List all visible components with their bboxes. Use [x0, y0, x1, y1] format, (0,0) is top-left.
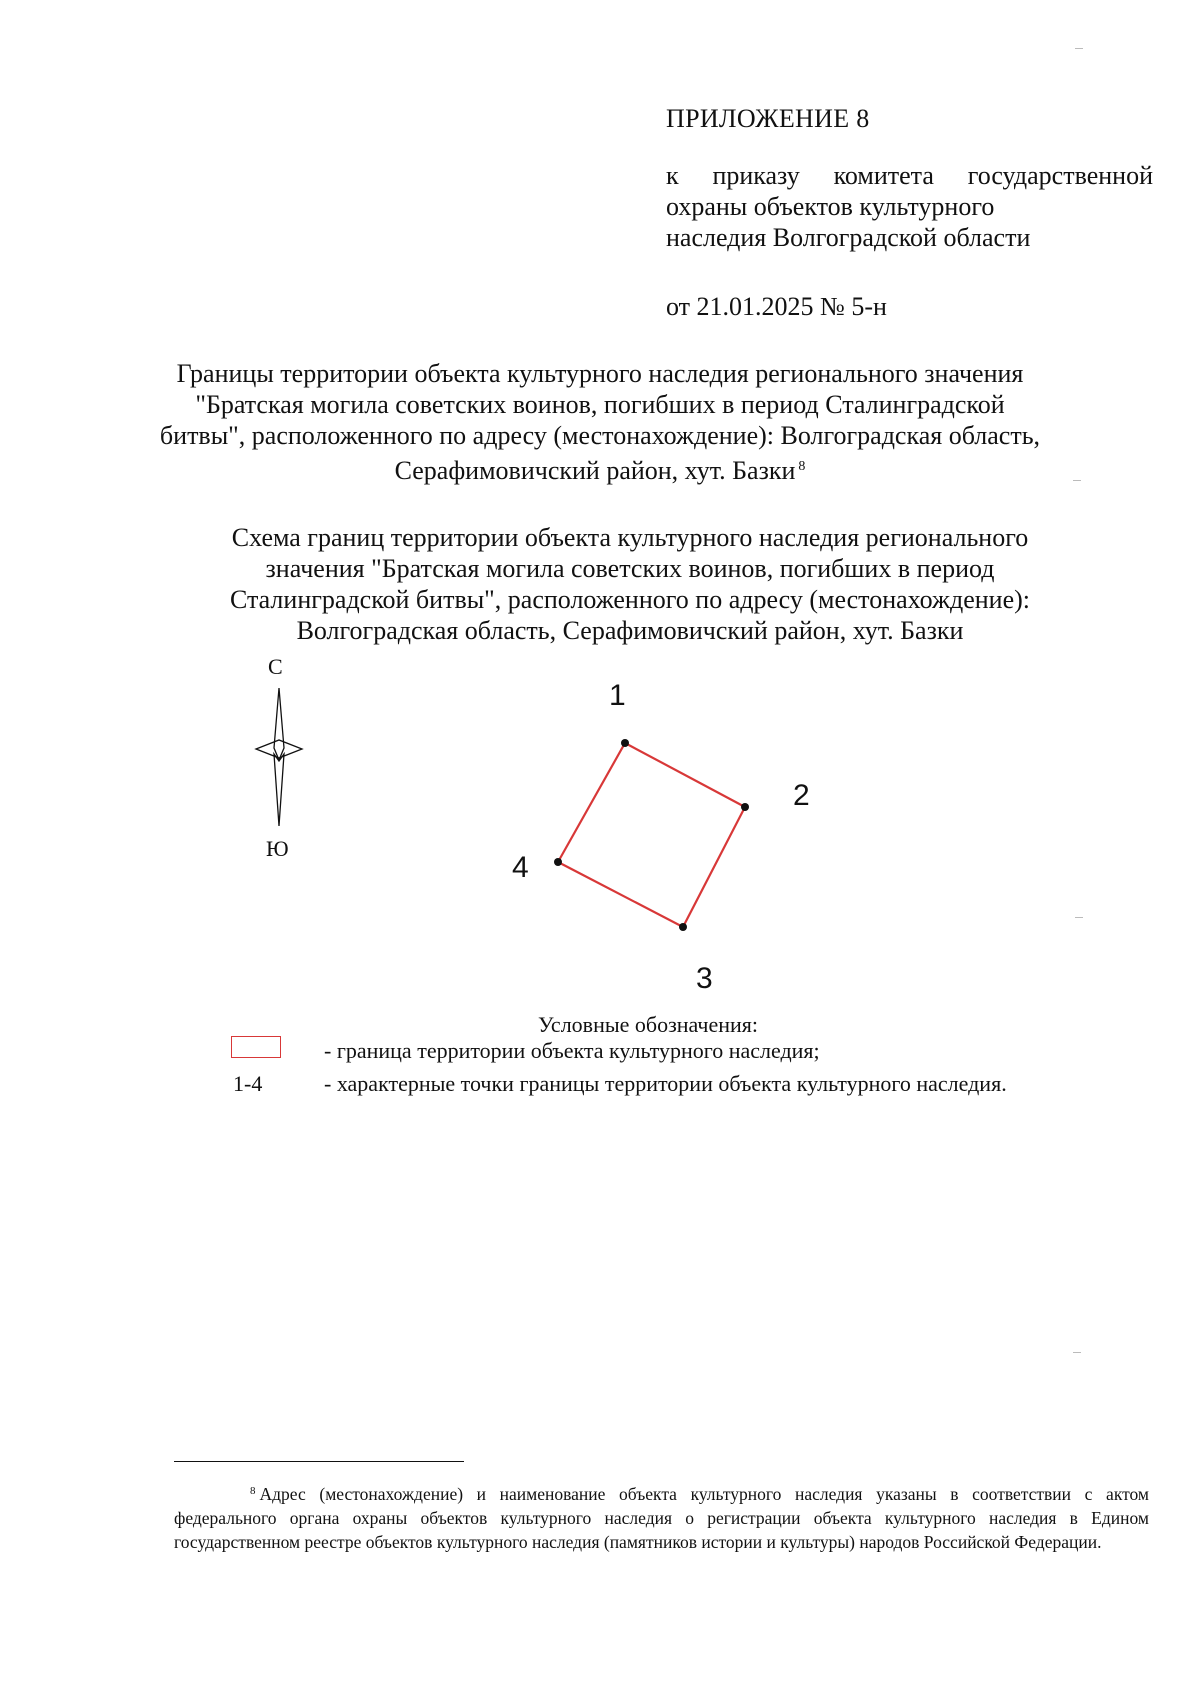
appendix-title: ПРИЛОЖЕНИЕ 8	[666, 104, 870, 133]
scheme-title-line-3: Сталинградской битвы", расположенного по адресу (местонахождение):	[229, 585, 1031, 614]
scan-artifact	[1073, 1352, 1081, 1353]
legend-points-range: 1-4	[233, 1071, 263, 1096]
order-ref-line-2: охраны объектов культурного	[666, 192, 995, 221]
boundary-point-label-3: 3	[696, 962, 713, 995]
legend-boundary-swatch	[231, 1036, 281, 1058]
boundary-scheme-map	[240, 670, 820, 1000]
legend-points-text: - характерные точки границы территории объекта культурного наследия.	[324, 1071, 1007, 1096]
footnote-mark: 8	[250, 1485, 256, 1497]
scheme-title-line-2: значения "Братская могила советских воинов, погибших в период	[265, 554, 995, 583]
main-title	[130, 358, 1070, 486]
main-title-line-2: "Братская могила советских воинов, погибших в период Сталинградской	[195, 390, 1005, 419]
boundary-polygon	[558, 743, 745, 927]
scheme-title-line-1: Схема границ территории объекта культурного наследия регионального	[231, 523, 1029, 552]
footnote	[174, 1479, 1149, 1554]
footnote-reference: 8	[798, 459, 806, 474]
boundary-point-1	[621, 739, 629, 747]
boundary-point-label-2: 2	[793, 779, 810, 812]
order-ref-line-3: наследия Волгоградской области	[666, 223, 1031, 252]
scan-artifact	[1073, 480, 1081, 481]
boundary-point-label-1: 1	[609, 679, 626, 712]
order-date: от 21.01.2025 № 5-н	[666, 292, 887, 321]
main-title-line-1: Границы территории объекта культурного наследия регионального значения	[176, 359, 1024, 388]
boundary-point-4	[554, 858, 562, 866]
scan-artifact	[1075, 48, 1083, 49]
compass-north-label: С	[268, 654, 283, 679]
boundary-point-label-4: 4	[512, 851, 529, 884]
scheme-title-line-4: Волгоградская область, Серафимовичский район, хут. Базки	[296, 616, 964, 645]
boundary-point-3	[679, 923, 687, 931]
footnote-text: Адрес (местонахождение) и наименование объекта культурного наследия указаны в соответствии с актом федерального органа охраны объектов культурного наследия о регистрации объекта культурного наследия в Едином государственном реестре объектов культурного наследия (памятников истории и культуры) народов Российской Федерации.	[174, 1484, 1149, 1552]
order-reference	[666, 160, 1153, 253]
main-title-line-4: Серафимовичский район, хут. Базки $^8$	[394, 456, 806, 485]
scan-artifact	[1075, 917, 1083, 918]
compass-rose-icon	[256, 688, 302, 826]
legend-boundary-text: - граница территории объекта культурного наследия;	[324, 1038, 820, 1063]
legend-title: Условные обозначения:	[538, 1012, 759, 1037]
main-title-line-3: битвы", расположенного по адресу (местонахождение): Волгоградская область,	[159, 421, 1041, 450]
order-ref-line-1: к приказу комитета государственной	[666, 161, 1153, 190]
compass-south-label: Ю	[266, 836, 289, 861]
footnote-separator	[174, 1461, 464, 1462]
boundary-point-2	[741, 803, 749, 811]
scheme-title	[160, 522, 1100, 646]
